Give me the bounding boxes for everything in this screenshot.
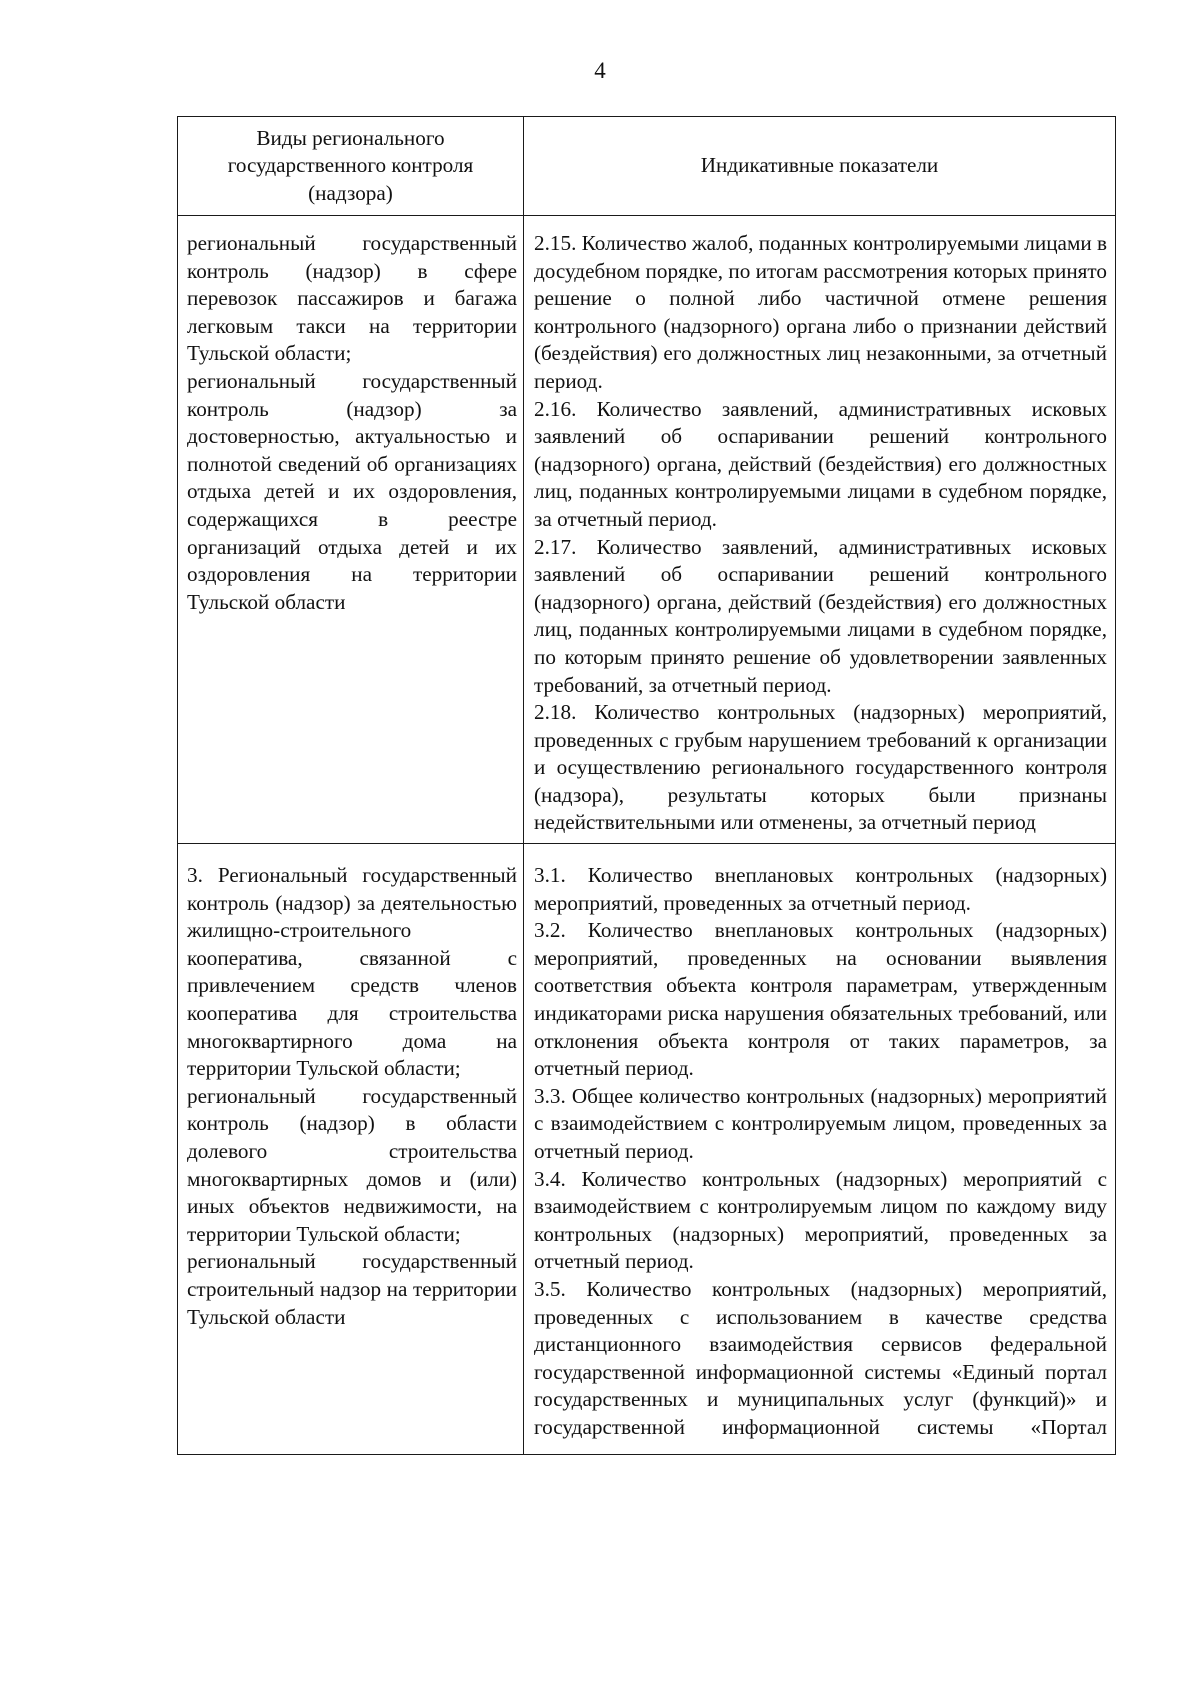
control-type-paragraph: региональный государственный контроль (надзор) в области долевого строительства многоквартирных домов и (или) иных объектов недвижимости, на территории Тульской области;	[187, 1083, 517, 1246]
table-header-row	[178, 117, 1116, 216]
indicator-item: 3.1. Количество внеплановых контрольных (надзорных) мероприятий, проведенных за отчетный период.	[534, 863, 1107, 915]
control-type-cell	[178, 844, 524, 1454]
table-row	[178, 844, 1116, 1454]
indicators-table	[177, 116, 1116, 1455]
header-control-types: Виды регионального государственного контроля (надзора)	[178, 117, 524, 216]
indicator-item: 3.4. Количество контрольных (надзорных) мероприятий с взаимодействием с контролируемым лицом по каждому виду контрольных (надзорных) мероприятий, проведенных за отчетный период.	[534, 1166, 1107, 1274]
control-type-paragraph: региональный государственный контроль (надзор) в сфере перевозок пассажиров и багажа легковым такси на территории Тульской области;	[187, 231, 517, 366]
page-number: 4	[594, 58, 606, 83]
indicator-item: 3.5. Количество контрольных (надзорных) мероприятий, проведенных с использованием в качестве средства дистанционного взаимодействия сервисов федеральной государственной информационной системы «Единый портал государственных и муниципальных услуг (функций)» и государственной информационной системы «Портал	[534, 1276, 1107, 1439]
control-type-paragraph: региональный государственный контроль (надзор) за достоверностью, актуальностью и полнотой сведений об организациях отдыха детей и их оздоровления, содержащихся в реестре организаций отдыха детей и их оздоровления на территории Тульской области	[187, 368, 517, 614]
indicator-item: 2.18. Количество контрольных (надзорных) мероприятий, проведенных с грубым нарушением требований к организации и осуществлению регионального государственного контроля (надзора), результаты которых были признаны недействительными или отменены, за отчетный период	[534, 700, 1107, 835]
control-type-paragraph: 3. Региональный государственный контроль (надзор) за деятельностью жилищно-строительного кооператива, связанной с привлечением средств членов кооператива для строительства многоквартирного дома на территории Тульской области;	[187, 863, 517, 1081]
indicators-cell	[524, 844, 1116, 1454]
indicators-cell	[524, 216, 1116, 844]
control-type-paragraph: региональный государственный строительный надзор на территории Тульской области	[187, 1249, 517, 1329]
indicator-item: 3.3. Общее количество контрольных (надзорных) мероприятий с взаимодействием с контролируемым лицом, проведенных за отчетный период.	[534, 1083, 1107, 1163]
indicator-item: 2.16. Количество заявлений, административных исковых заявлений об оспаривании решений контрольного (надзорного) органа, действий (бездействия) его должностных лиц, поданных контролируемыми лицами в судебном порядке, за отчетный период.	[534, 396, 1107, 531]
header-indicators: Индикативные показатели	[524, 117, 1116, 216]
indicator-item: 3.2. Количество внеплановых контрольных (надзорных) мероприятий, проведенных на основании выявления соответствия объекта контроля параметрам, утвержденным индикаторами риска нарушения обязательных требований, или отклонения объекта контроля от таких параметров, за отчетный период.	[534, 918, 1107, 1081]
indicator-item: 2.17. Количество заявлений, административных исковых заявлений об оспаривании решений контрольного (надзорного) органа, действий (бездействия) его должностных лиц, поданных контролируемыми лицами в судебном порядке, по которым принято решение об удовлетворении заявленных требований, за отчетный период.	[534, 534, 1107, 697]
control-type-cell	[178, 216, 524, 844]
table-row	[178, 216, 1116, 844]
indicator-item: 2.15. Количество жалоб, поданных контролируемыми лицами в досудебном порядке, по итогам рассмотрения которых принято решение о полной либо частичной отмене решения контрольного (надзорного) органа либо о признании действий (бездействия) его должностных лиц незаконными, за отчетный период.	[534, 231, 1107, 393]
